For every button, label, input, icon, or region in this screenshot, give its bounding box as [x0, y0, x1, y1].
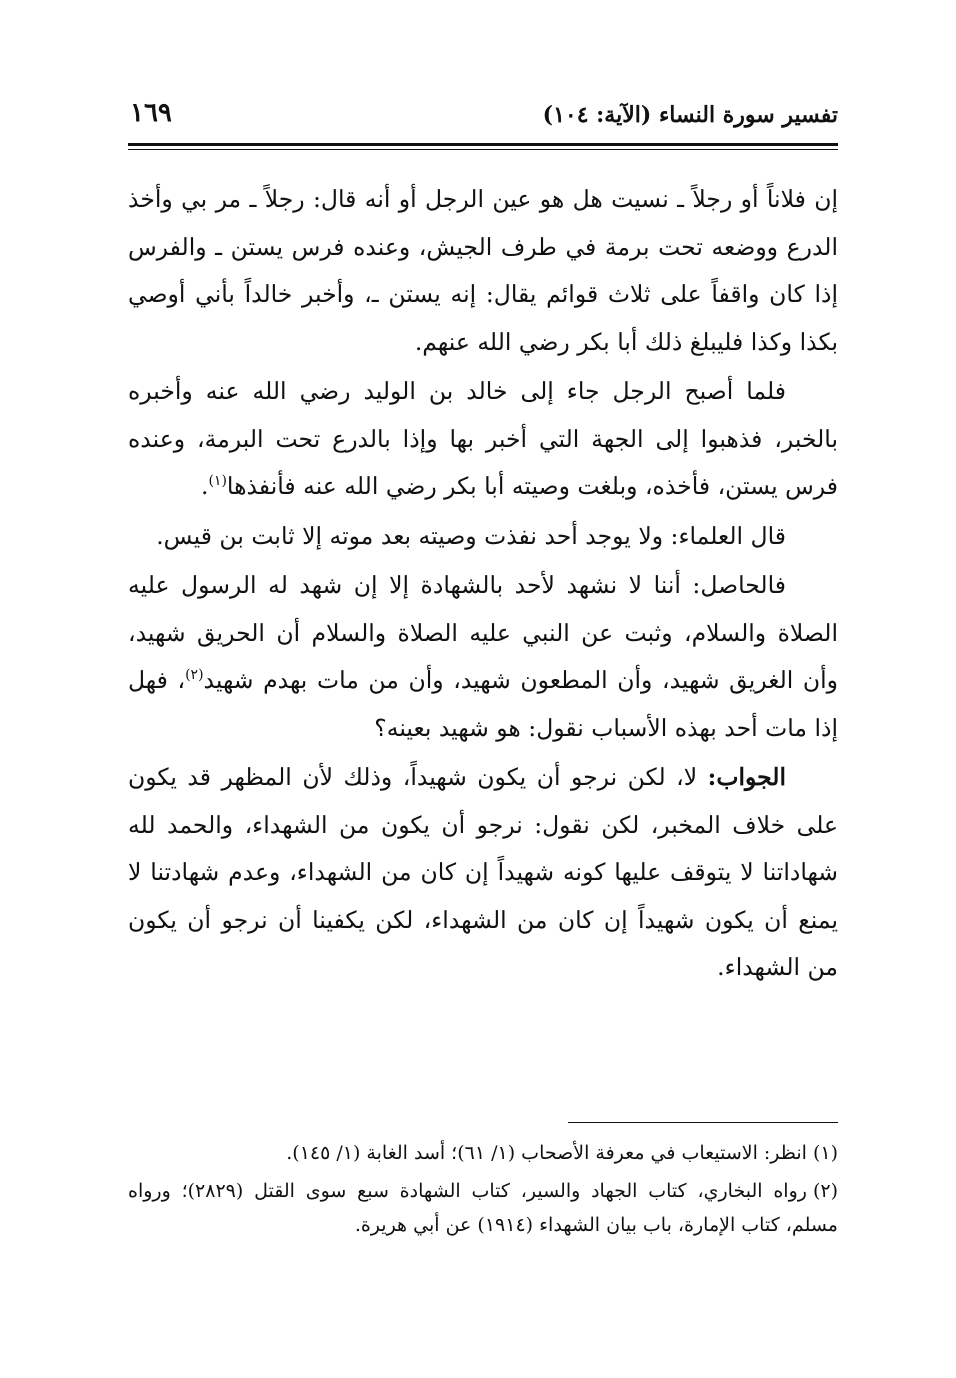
- footnote-1: [128, 1136, 838, 1170]
- footnote-2: [128, 1174, 838, 1242]
- footnote-2-marker: (٢): [812, 1180, 838, 1202]
- paragraph-2-end: .: [200, 472, 209, 500]
- footnote-ref-1: (١): [208, 473, 227, 490]
- paragraph-2: [128, 368, 838, 511]
- header-rule-thin: [128, 149, 838, 150]
- main-text: [128, 176, 838, 994]
- footnote-separator: [568, 1122, 838, 1123]
- paragraph-3: قال العلماء: ولا يوجد أحد نفذت وصيته بعد موته إلا ثابت بن قيس.: [156, 521, 786, 550]
- paragraph-2-text: فلما أصبح الرجل جاء إلى خالد بن الوليد رضي الله عنه وأخبره بالخبر، فذهبوا إلى الجهة التي أخبر بها وإذا بالدرع تحت البرمة، وعنده فرس يستن، فأخذه، وبلغت وصيته أبا بكر رضي الله عنه فأنفذها: [128, 377, 838, 500]
- paragraph-4-text: فالحاصل: أننا لا نشهد لأحد بالشهادة إلا إن شهد له الرسول عليه الصلاة والسلام، وثبت عن النبي عليه الصلاة والسلام أن الحريق شهيد، وأن الغريق شهيد، وأن المطعون شهيد، وأن من مات بهدم شهيد: [128, 571, 838, 694]
- footnote-1-marker: (١): [812, 1142, 838, 1164]
- paragraph-1: إن فلاناً أو رجلاً ـ نسيت هل هو عين الرجل أو أنه قال: رجلاً ـ مر بي وأخذ الدرع ووضعه تحت برمة في طرف الجيش، وعنده فرس يستن ـ والفرس إذا كان واقفاً على ثلاث قوائم يقال: إنه يستن ـ، وأخبر خالداً بأني أوصي بكذا وكذا فليبلغ ذلك أبا بكر رضي الله عنهم.: [128, 185, 838, 356]
- footnote-1-text: انظر: الاستيعاب في معرفة الأصحاب (١/ ٦١)؛ أسد الغابة (١/ ١٤٥).: [286, 1142, 807, 1164]
- paragraph-5-text: لا، لكن نرجو أن يكون شهيداً، وذلك لأن المظهر قد يكون على خلاف المخبر، لكن نقول: نرجو أن يكون من الشهداء، والحمد لله شهاداتنا لا يتوقف عليها كونه شهيداً إن كان من الشهداء، وعدم شهادتنا لا يمنع أن يكون شهيداً إن كان من الشهداء، لكن يكفينا أن نرجو أن يكون من الشهداء.: [128, 763, 838, 981]
- running-title: تفسير سورة النساء (الآية: ١٠٤): [542, 102, 838, 128]
- footnotes: [128, 1136, 838, 1246]
- paragraph-4-end: ، فهل إذا مات أحد بهذه الأسباب نقول: هو شهيد بعينه؟: [128, 666, 838, 742]
- footnote-2-text: رواه البخاري، كتاب الجهاد والسير، كتاب الشهادة سبع سوى القتل (٢٨٢٩)؛ ورواه مسلم، كتاب الإمارة، باب بيان الشهداء (١٩١٤) عن أبي هريرة.: [128, 1180, 838, 1236]
- page-header: [128, 98, 838, 138]
- footnote-ref-2: (٢): [185, 667, 204, 684]
- answer-label: الجواب:: [707, 763, 786, 791]
- paragraph-4: [128, 562, 838, 752]
- header-rule-thick: [128, 143, 838, 146]
- page-number: ١٦٩: [130, 98, 172, 128]
- paragraph-5: [128, 754, 838, 992]
